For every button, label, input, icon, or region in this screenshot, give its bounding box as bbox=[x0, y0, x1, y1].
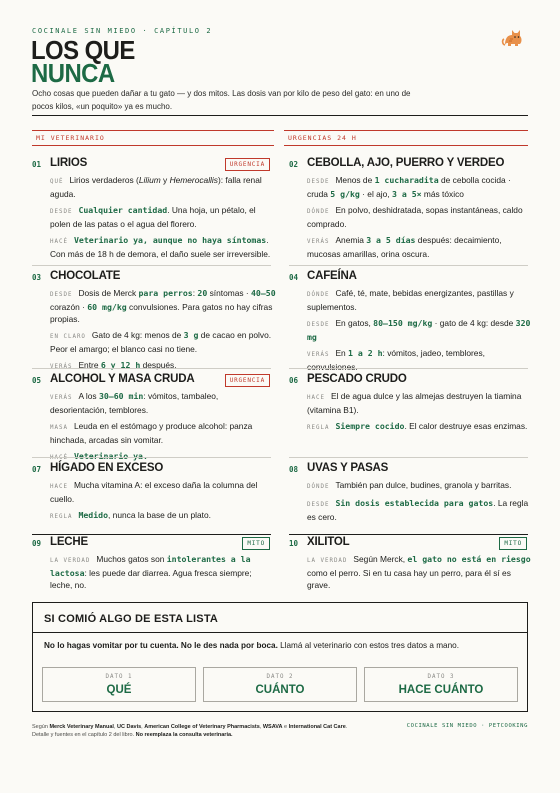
row-divider bbox=[289, 368, 528, 369]
highlight-value: 1 a 2 h bbox=[348, 348, 383, 358]
emergency-box-title: SI COMIÓ ALGO DE ESTA LISTA bbox=[44, 613, 219, 625]
sources-list bbox=[49, 724, 347, 730]
item-number: 04 bbox=[289, 273, 299, 282]
item-row bbox=[307, 390, 533, 416]
source-name: WSAVA bbox=[262, 724, 283, 730]
row-label: VERÁS bbox=[307, 239, 330, 245]
row-text: ): falla renal aguda. bbox=[50, 175, 262, 199]
item-body bbox=[307, 479, 533, 527]
item-number: 01 bbox=[32, 160, 42, 169]
item-body bbox=[307, 174, 533, 264]
item-row bbox=[50, 479, 276, 505]
cat-icon bbox=[500, 26, 526, 48]
row-text: más tóxico bbox=[421, 189, 464, 199]
row-divider bbox=[32, 457, 271, 458]
row-text: Según Merck, bbox=[353, 554, 408, 564]
emergency-box-text bbox=[44, 641, 459, 650]
footer-note: Detalle y fuentes en el capítulo 2 del libro. bbox=[32, 732, 136, 738]
highlight-value: 3 a 5 días bbox=[366, 235, 416, 245]
urgent-contact-field[interactable] bbox=[284, 130, 528, 146]
urgent-contact-label: URGENCIAS 24 H bbox=[288, 134, 361, 142]
row-divider bbox=[32, 368, 271, 369]
row-text: después. bbox=[140, 360, 177, 370]
myth-divider bbox=[32, 534, 271, 535]
row-text: : bbox=[192, 288, 198, 298]
highlight-value: para perros bbox=[138, 288, 193, 298]
row-text: · el ajo, bbox=[359, 189, 392, 199]
item-body bbox=[50, 553, 276, 595]
item-row bbox=[307, 234, 533, 260]
dato-2-card bbox=[203, 667, 357, 702]
myth-badge: MITO bbox=[499, 537, 527, 550]
item-row bbox=[50, 174, 276, 200]
dato-2-value: CUÁNTO bbox=[255, 684, 305, 696]
row-text: convulsiones. Para gatos no hay cifras propias. bbox=[50, 302, 273, 324]
row-label: LA VERDAD bbox=[50, 558, 91, 564]
row-text: En polvo, deshidratada, sopas instantáneas, caldo comprado. bbox=[307, 205, 523, 229]
highlight-value: 40–50 bbox=[251, 288, 276, 298]
row-label: DESDE bbox=[50, 209, 73, 215]
row-text: Leuda en el estómago y produce alcohol: panza hinchada, arcadas sin vomitar. bbox=[50, 421, 253, 445]
item-row bbox=[307, 497, 533, 523]
item-number: 10 bbox=[289, 539, 299, 548]
sources-prefix: Según bbox=[32, 724, 50, 730]
dato-3-label: DATO 3 bbox=[427, 674, 455, 680]
row-text: : vómitos, tambaleo, desorientación, temblores. bbox=[50, 391, 219, 415]
row-divider bbox=[289, 265, 528, 266]
item-name: XILITOL bbox=[307, 536, 350, 548]
row-text: . La regla es cero. bbox=[307, 498, 529, 522]
highlight-value: 60 mg/kg bbox=[87, 302, 127, 312]
row-label: HACÉ bbox=[50, 455, 68, 461]
row-label: REGLA bbox=[50, 514, 73, 520]
item-body bbox=[307, 287, 533, 377]
row-text: : vómitos, jadeo, temblores, convulsiones. bbox=[307, 348, 485, 372]
emergency-box bbox=[32, 602, 528, 712]
item-body bbox=[307, 553, 533, 595]
highlight-value: 3 g bbox=[183, 330, 199, 340]
vet-contact-label: MI VETERINARIO bbox=[36, 134, 109, 142]
row-text: . El calor destruye esas enzimas. bbox=[404, 421, 528, 431]
row-text: Menos de bbox=[335, 175, 375, 185]
item-body bbox=[50, 287, 276, 377]
highlight-value: Veterinario ya. bbox=[73, 451, 148, 461]
item-row bbox=[50, 287, 276, 325]
emergency-note: Llamá al veterinario con estos tres datos a mano. bbox=[277, 641, 459, 650]
row-text: También pan dulce, budines, granola y barritas. bbox=[335, 480, 512, 490]
highlight-value: Veterinario ya, aunque no haya síntomas bbox=[73, 235, 267, 245]
highlight-value: 5 g/kg bbox=[330, 189, 360, 199]
source-sep: , bbox=[259, 724, 263, 730]
row-text: · gato de 4 kg: desde bbox=[432, 318, 516, 328]
myth-badge: MITO bbox=[242, 537, 270, 550]
row-text: Muchos gatos son bbox=[96, 554, 167, 564]
item-row bbox=[50, 359, 276, 373]
row-label: VERÁS bbox=[50, 395, 73, 401]
row-label: QUÉ bbox=[50, 179, 64, 185]
item-name: CEBOLLA, AJO, PUERRO Y VERDEO bbox=[307, 157, 505, 169]
item-row bbox=[50, 234, 276, 260]
item-row bbox=[307, 420, 533, 434]
row-text: y bbox=[160, 175, 170, 185]
urgent-badge: URGENCIA bbox=[225, 158, 270, 171]
highlight-value: intolerantes a la lactosa bbox=[50, 554, 251, 578]
footer-sources bbox=[32, 723, 402, 739]
highlight-value: Siempre cocido bbox=[335, 421, 405, 431]
highlight-value: 20 bbox=[197, 288, 208, 298]
row-label: HACE bbox=[307, 395, 325, 401]
row-label: DESDE bbox=[307, 179, 330, 185]
highlight-value: el gato no está en riesgo bbox=[407, 554, 531, 564]
row-label: VERÁS bbox=[50, 364, 73, 370]
footer-disclaimer: No reemplaza la consulta veterinaria. bbox=[135, 732, 233, 738]
dato-3-card bbox=[364, 667, 518, 702]
row-text: Entre bbox=[78, 360, 101, 370]
highlight-value: 80–150 mg/kg bbox=[373, 318, 433, 328]
item-body bbox=[307, 390, 533, 438]
kicker: COCINALE SIN MIEDO · CAPÍTULO 2 bbox=[32, 27, 213, 35]
row-label: LA VERDAD bbox=[307, 558, 348, 564]
italic-term: Lilium bbox=[138, 175, 161, 185]
row-label: DÓNDE bbox=[307, 209, 330, 215]
dato-1-card bbox=[42, 667, 196, 702]
row-label: DESDE bbox=[50, 292, 73, 298]
row-label: HACÉ bbox=[50, 239, 68, 245]
highlight-value: 30–60 min bbox=[98, 391, 144, 401]
row-label: DÓNDE bbox=[307, 292, 330, 298]
myth-divider bbox=[289, 534, 528, 535]
item-number: 05 bbox=[32, 376, 42, 385]
dato-3-value: HACE CUÁNTO bbox=[398, 684, 484, 696]
row-label: VERÁS bbox=[307, 352, 330, 358]
source-name: International Cat Care bbox=[288, 724, 346, 730]
item-number: 09 bbox=[32, 539, 42, 548]
highlight-value: Medido bbox=[78, 510, 109, 520]
row-text: : les puede dar diarrea. Agua fresca siempre; leche, no. bbox=[50, 568, 252, 590]
row-label: DÓNDE bbox=[307, 484, 330, 490]
highlight-value: 6 y 12 h bbox=[100, 360, 141, 370]
item-row bbox=[307, 317, 533, 343]
row-text: El de agua dulce y las almejas destruyen la tiamina (vitamina B1). bbox=[307, 391, 522, 415]
row-text: Café, té, mate, bebidas energizantes, pastillas y suplementos. bbox=[307, 288, 514, 312]
vet-contact-field[interactable] bbox=[32, 130, 274, 146]
highlight-value: 3 a 5× bbox=[391, 189, 422, 199]
page-title-line-1: LOS QUE bbox=[31, 35, 135, 65]
row-text: En gatos, bbox=[335, 318, 374, 328]
dato-1-label: DATO 1 bbox=[105, 674, 133, 680]
highlight-value: Sin dosis establecida para gatos bbox=[335, 498, 494, 508]
dato-2-label: DATO 2 bbox=[266, 674, 294, 680]
source-sep: , bbox=[113, 724, 118, 730]
item-row bbox=[307, 347, 533, 373]
row-label: MASA bbox=[50, 425, 68, 431]
item-row bbox=[307, 174, 533, 200]
lede: Ocho cosas que pueden dañar a tu gato — y dos mitos. Las dosis van por kilo de peso del gato: en uno de pocos kilos, «un poquito» ya es mucho. bbox=[32, 89, 411, 111]
row-text: Lirios verdaderos ( bbox=[69, 175, 139, 185]
row-label: DESDE bbox=[307, 322, 330, 328]
row-label: EN CLARO bbox=[50, 334, 86, 340]
item-number: 07 bbox=[32, 465, 42, 474]
dato-1-value: QUÉ bbox=[106, 684, 132, 696]
item-row bbox=[50, 329, 276, 355]
row-text: como el perro. Si en tu casa hay un perro, para él sí es grave. bbox=[307, 568, 511, 590]
row-label: HACE bbox=[50, 484, 68, 490]
item-number: 02 bbox=[289, 160, 299, 169]
item-name: CHOCOLATE bbox=[50, 270, 121, 282]
italic-term: Hemerocallis bbox=[169, 175, 218, 185]
row-label: DESDE bbox=[307, 502, 330, 508]
item-row bbox=[50, 509, 276, 523]
source-sep: , bbox=[141, 724, 145, 730]
item-row bbox=[307, 479, 533, 493]
source-name: American College of Veterinary Pharmacists bbox=[144, 724, 260, 730]
row-text: Anemia bbox=[335, 235, 367, 245]
item-number: 03 bbox=[32, 273, 42, 282]
row-text: Gato de 4 kg: menos de bbox=[91, 330, 184, 340]
footer-brand: COCINALE SIN MIEDO · PETCOOKING bbox=[406, 723, 528, 729]
row-text: de cacao en polvo. Peor el amargo; el blanco casi no tiene. bbox=[50, 330, 272, 354]
source-sep: . bbox=[345, 724, 348, 730]
row-text: Mucha vitamina A: el exceso daña la columna del cuello. bbox=[50, 480, 258, 504]
highlight-value: Cualquier cantidad bbox=[78, 205, 168, 215]
item-name: PESCADO CRUDO bbox=[307, 373, 407, 385]
highlight-value: 320 mg bbox=[307, 318, 531, 342]
row-text: A los bbox=[78, 391, 99, 401]
row-text: de cebolla cocida · cruda bbox=[307, 175, 511, 199]
item-row bbox=[307, 553, 533, 591]
row-text: En bbox=[335, 348, 349, 358]
item-row bbox=[50, 553, 276, 591]
item-body bbox=[50, 479, 276, 527]
row-text: síntomas · bbox=[207, 288, 251, 298]
item-name: LIRIOS bbox=[50, 157, 88, 169]
page-title-line-2: NUNCA bbox=[31, 58, 115, 88]
row-text: . Una hoja, un pétalo, el polen de las patas o el agua del florero. bbox=[50, 205, 256, 229]
header-rule bbox=[32, 115, 528, 116]
urgent-badge: URGENCIA bbox=[225, 374, 270, 387]
row-divider bbox=[32, 265, 271, 266]
row-divider bbox=[289, 457, 528, 458]
row-text: , nunca la base de un plato. bbox=[108, 510, 211, 520]
item-number: 06 bbox=[289, 376, 299, 385]
item-row bbox=[50, 420, 276, 446]
item-name: ALCOHOL Y MASA CRUDA bbox=[50, 373, 195, 385]
source-sep: e bbox=[282, 724, 289, 730]
item-name: CAFEÍNA bbox=[307, 270, 357, 282]
emergency-box-rule bbox=[33, 632, 527, 633]
item-number: 08 bbox=[289, 465, 299, 474]
row-text: . Con más de 18 h de demora, el daño suele ser irreversible. bbox=[50, 235, 271, 259]
item-name: UVAS Y PASAS bbox=[307, 462, 389, 474]
row-text: después: decaimiento, mucosas amarillas, orina oscura. bbox=[307, 235, 502, 259]
item-row bbox=[50, 390, 276, 416]
emergency-instruction: No lo hagas vomitar por tu cuenta. No le des nada por boca. bbox=[44, 641, 278, 650]
row-label: REGLA bbox=[307, 425, 330, 431]
highlight-value: 1 cucharadita bbox=[374, 175, 439, 185]
item-row bbox=[307, 287, 533, 313]
item-body bbox=[50, 174, 276, 264]
row-text: Dosis de Merck bbox=[78, 288, 139, 298]
item-name: LECHE bbox=[50, 536, 88, 548]
source-name: Merck Veterinary Manual bbox=[49, 724, 114, 730]
item-name: HÍGADO EN EXCESO bbox=[50, 462, 164, 474]
source-name: UC Davis bbox=[117, 724, 142, 730]
row-text: corazón · bbox=[50, 302, 88, 312]
item-row bbox=[307, 204, 533, 230]
item-row bbox=[50, 204, 276, 230]
